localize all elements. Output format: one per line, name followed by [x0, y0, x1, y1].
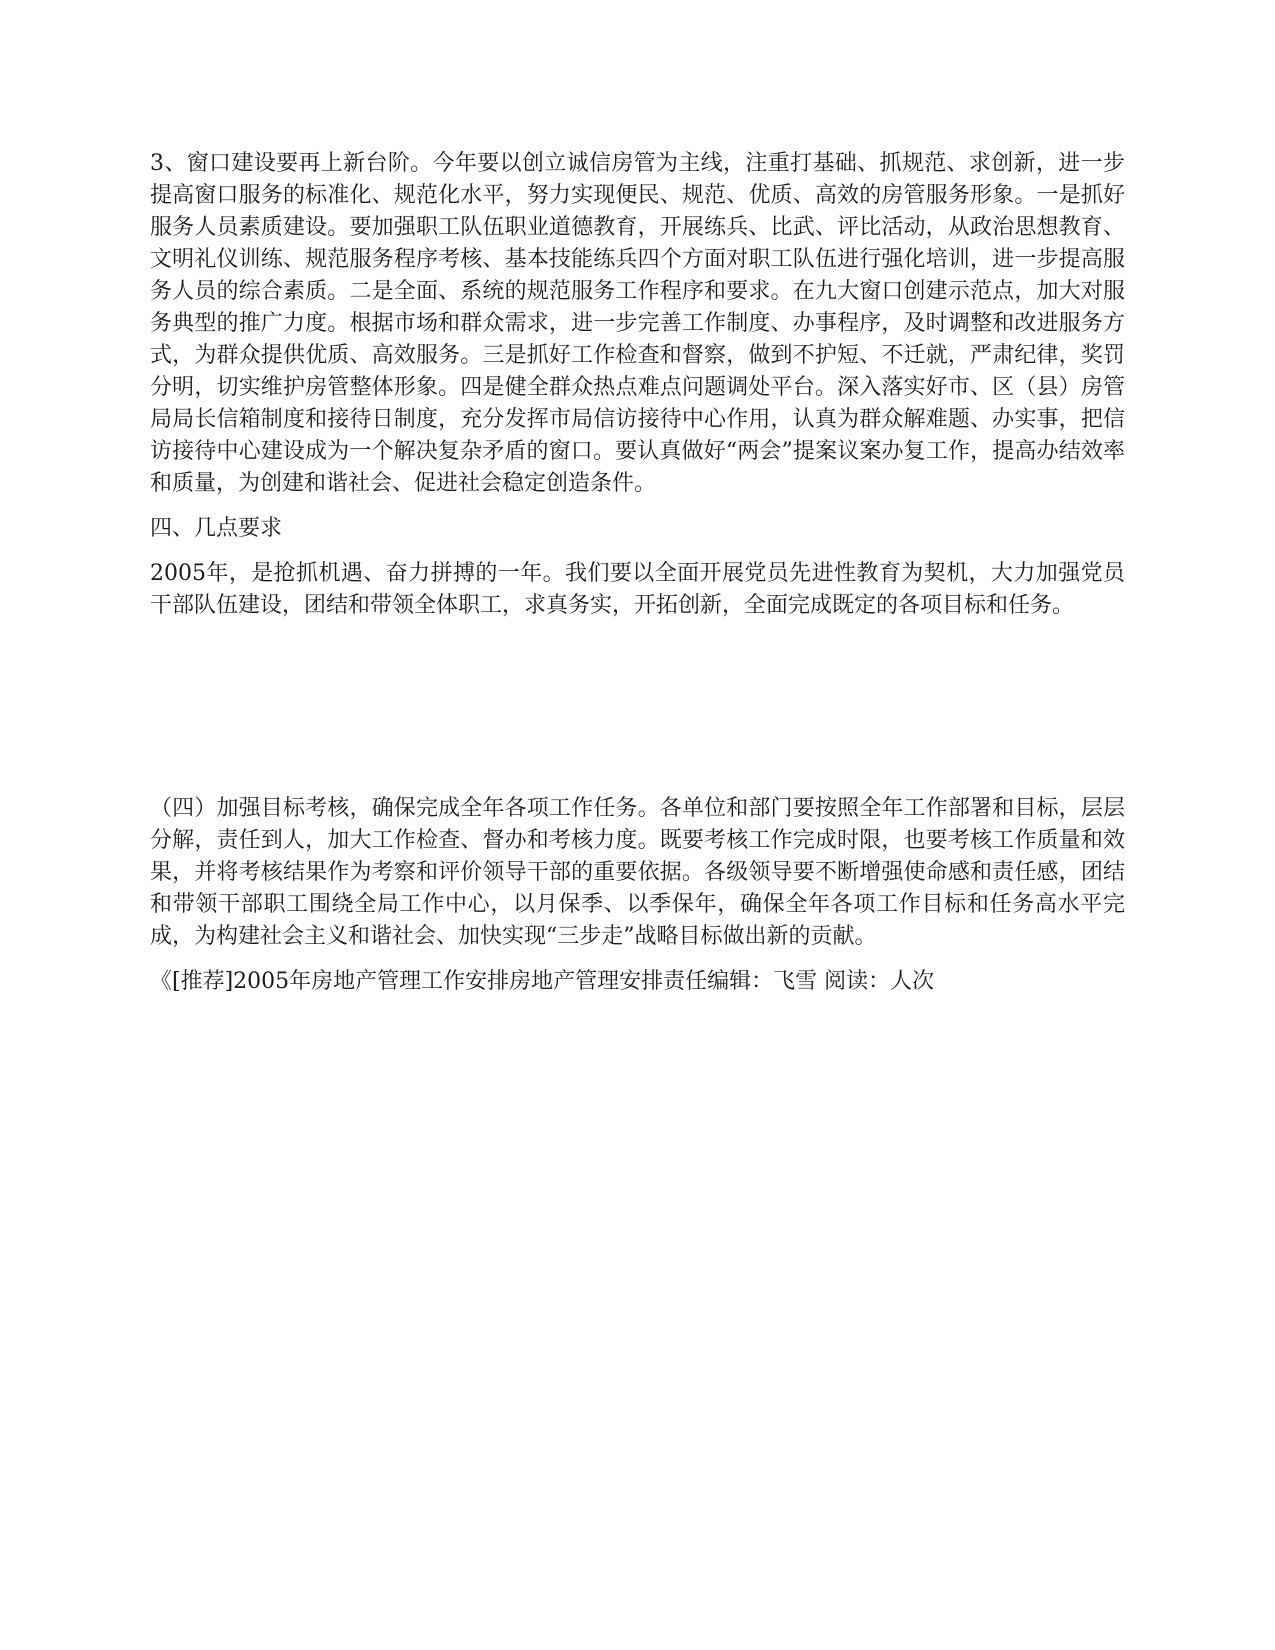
spacer	[150, 953, 1125, 966]
paragraph-window-construction: 3、窗口建设要再上新台阶。今年要以创立诚信房管为主线，注重打基础、抓规范、求创新，进一步提高窗口服务的标准化、规范化水平，努力实现便民、规范、优质、高效的房管服务形象。一是抓好服务人员素质建设。要加强职工队伍职业道德教育，开展练兵、比武、评比活动，从政治思想教育、文明礼仪训练、规范服务程序考核、基本技能练兵四个方面对职工队伍进行强化培训，进一步提高服务人员的综合素质。二是全面、系统的规范服务工作程序和要求。在九大窗口创建示范点，加大对服务典型的推广力度。根据市场和群众需求，进一步完善工作制度、办事程序，及时调整和改进服务方式，为群众提供优质、高效服务。三是抓好工作检查和督察，做到不护短、不迁就，严肃纪律，奖罚分明，切实维护房管整体形象。四是健全群众热点难点问题调处平台。深入落实好市、区（县）房管局局长信箱制度和接待日制度，充分发挥市局信访接待中心作用，认真为群众解难题、办实事，把信访接待中心建设成为一个解决复杂矛盾的窗口。要认真做好“两会”提案议案办复工作，提高办结效率和质量，为创建和谐社会、促进社会稳定创造条件。	[150, 151, 1125, 496]
spacer	[150, 622, 1125, 793]
section-heading-requirements: 四、几点要求	[150, 516, 283, 541]
paragraph-2005-summary: 2005年，是抢抓机遇、奋力拼搏的一年。我们要以全面开展党员先进性教育为契机，大力加强党员干部队伍建设，团结和带领全体职工，求真务实，开拓创新，全面完成既定的各项目标和任务。	[150, 561, 1125, 618]
document-body	[150, 148, 1125, 998]
spacer	[150, 545, 1125, 558]
spacer	[150, 500, 1125, 513]
paragraph-target-assessment: （四）加强目标考核，确保完成全年各项工作任务。各单位和部门要按照全年工作部署和目标，层层分解，责任到人，加大工作检查、督办和考核力度。既要考核工作完成时限，也要考核工作质量和效果，并将考核结果作为考察和评价领导干部的重要依据。各级领导要不断增强使命感和责任感，团结和带领干部职工围绕全局工作中心，以月保季、以季保年，确保全年各项工作目标和任务高水平完成，为构建社会主义和谐社会、加快实现“三步走”战略目标做出新的贡献。	[150, 796, 1125, 949]
article-footer-line: 《[推荐]2005年房地产管理工作安排房地产管理安排责任编辑：飞雪 阅读：人次	[150, 969, 935, 994]
